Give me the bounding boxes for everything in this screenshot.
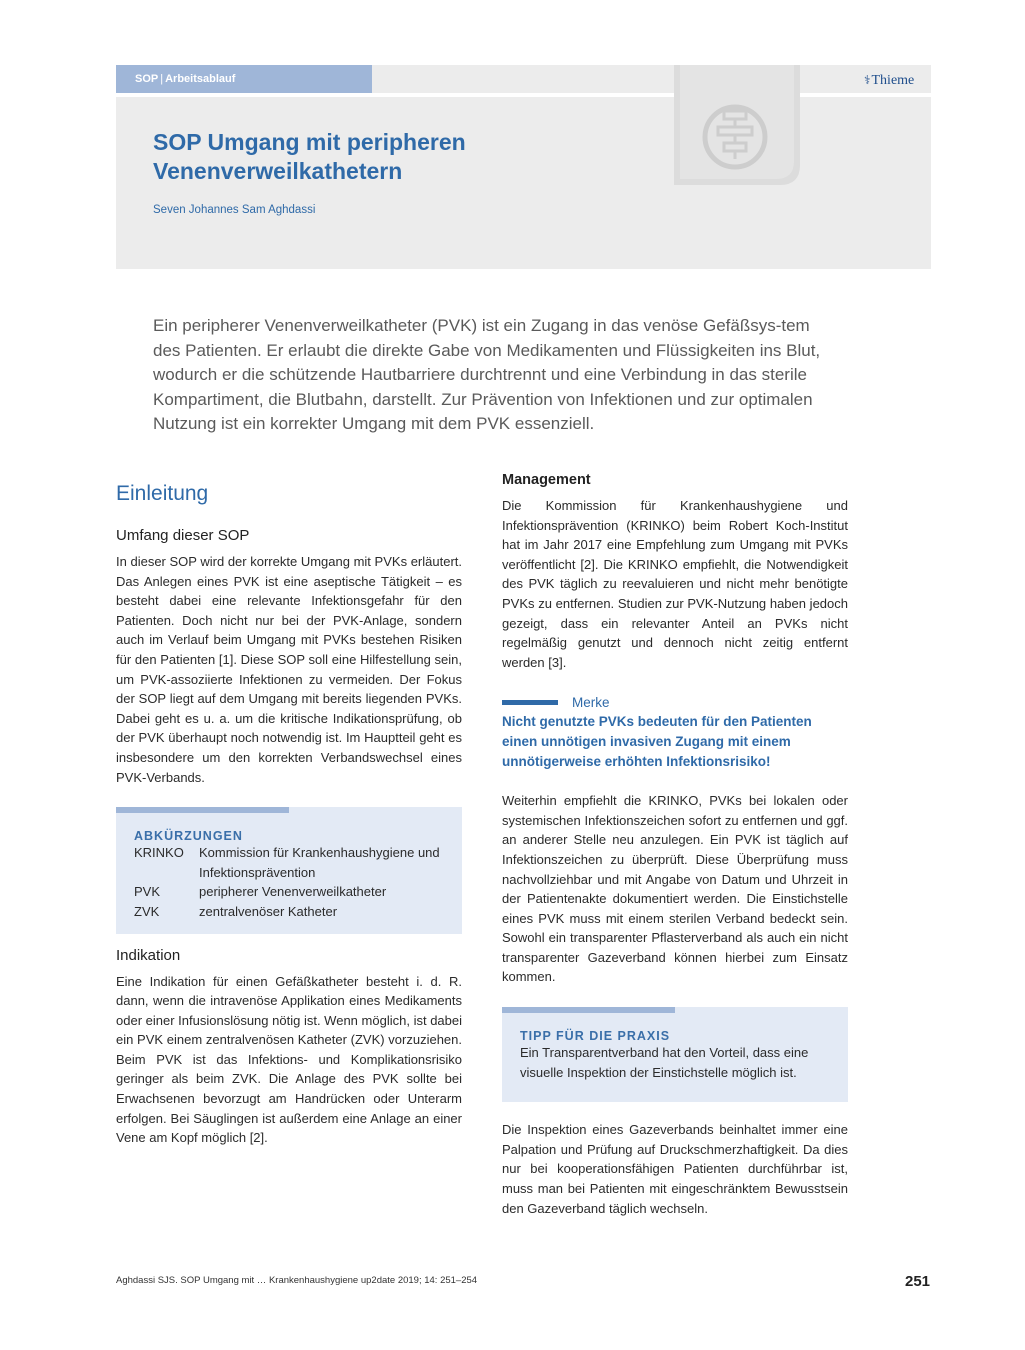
publisher-logo	[864, 73, 914, 89]
box-accent-bar	[502, 1007, 675, 1013]
right-column	[502, 470, 848, 1218]
merke-text: Nicht genutzte PVKs bedeuten für den Patienten einen unnötigen invasiven Zugang mit einem unnötigerweise erhöhten Infektionsrisiko!	[502, 714, 812, 769]
tip-text: Ein Transparentverband hat den Vorteil, dass eine visuelle Inspektion der Einstichstelle möglich ist.	[520, 1045, 809, 1080]
sop-flowchart-icon	[674, 65, 800, 185]
abbreviation-key: KRINKO	[134, 845, 184, 861]
merke-callout	[502, 692, 848, 771]
footer-citation: Aghdassi SJS. SOP Umgang mit … Krankenhaushygiene up2date 2019; 14: 251–254	[116, 1275, 478, 1286]
management-paragraph: Die Kommission für Krankenhaushygiene und Infektionsprävention (KRINKO) beim Robert Koch-Institut hat im Jahr 2017 eine Empfehlung zum Umgang mit PVKs veröffentlicht [2]. Die KRINKO empfiehlt, die Notwendigkeit des PVK täglich zu reevaluieren und nicht mehr benötigte PVKs zu entfernen. Studien zur PVK-Nutzung haben jedoch gezeigt, dass ein relevanter Anteil an PVKs nicht regelmäßig genutzt und dennoch nicht zeitig entfernt werden [3].	[502, 498, 848, 670]
abbreviation-key: PVK	[134, 884, 161, 900]
merke-bar	[502, 700, 558, 705]
abbreviation-key: ZVK	[134, 903, 160, 919]
merke-label: Merke	[572, 694, 610, 710]
abbreviation-value: Kommission für Krankenhaushygiene und Infektionsprävention	[199, 845, 440, 880]
abbreviations-title: ABKÜRZUNGEN	[134, 829, 243, 844]
section-heading-einleitung: Einleitung	[116, 482, 209, 505]
scope-paragraph: In dieser SOP wird der korrekte Umgang mit PVKs erläutert. Das Anlegen eines PVK ist eine aseptische Tätigkeit – es besteht dabei eine relevante Infektionsgefahr für den Patienten. Doch nicht nur bei der PVK-Anlage, sondern auch im Verlauf beim Umgang mit PVKs bestehen Risiken für den Patienten [1]. Diese SOP soll eine Hilfestellung sein, um PVK-assoziierte Infektionen zu vermeiden. Der Fokus der SOP liegt auf dem Umgang mit bereits liegenden PVKs. Dabei geht es u. a. um die kritische Indikationsprüfung, ob der PVK überhaupt noch notwendig ist. Im Hauptteil geht es insbesondere um den korrekten Verbandswechsel eines PVK-Verbands.	[116, 554, 462, 785]
abbreviations-box	[116, 807, 462, 933]
section-tag	[116, 65, 372, 93]
merke-header	[502, 692, 848, 712]
abbreviation-row	[134, 843, 444, 882]
further-paragraph: Weiterhin empfiehlt die KRINKO, PVKs bei lokalen oder systemischen Infektionszeichen sofort zu entfernen und ggf. an anderer Stelle neu anzulegen. Ein PVK ist täglich auf Infektionszeichen zu überprüft. Diese Überprüfung muss nachvollziehbar und mit Angabe von Datum und Uhrzeit in der Patientenakte dokumentiert werden. Die Einstichstelle eines PVK muss mit einem sterilen Verband bedeckt sein. Sowohl ein transparenter Pflasterverband als auch ein nicht transparenter Gazeverband können hierbei zum Einsatz kommen.	[502, 793, 848, 985]
box-accent-bar	[116, 807, 289, 813]
inspection-paragraph: Die Inspektion eines Gazeverbands beinhaltet immer eine Palpation und Prüfung auf Druckschmerzhaftigkeit. Da dies nur bei kooperationsfähigen Patienten durchführbar ist, muss man bei Patienten mit eingeschränktem Bewusstsein den Gazeverband täglich wechseln.	[502, 1122, 848, 1216]
article-abstract: Ein peripherer Venenverweilkatheter (PVK) ist ein Zugang in das venöse Gefäßsys-tem des Patienten. Er erlaubt die direkte Gabe von Medikamenten und Flüssigkeiten ins Blut, wodurch er die schützende Hautbarriere durchtrennt und eine Verbindung in das sterile Kompartiment, die Blutbahn, darstellt. Zur Prävention von Infektionen und zur optimalen Nutzung ist ein korrekter Umgang mit dem PVK essenziell.	[153, 316, 821, 434]
article-title	[153, 128, 466, 186]
tip-box	[502, 1007, 848, 1102]
indication-paragraph: Eine Indikation für einen Gefäßkatheter besteht i. d. R. dann, wenn die intravenöse Applikation eines Medikaments oder einer Infusionslösung nötig ist. Wenn möglich, ist dabei ein PVK einem zentralvenösen Katheter (ZVK) vorzuziehen. Beim PVK ist das Infektions- und Komplikationsrisiko geringer als beim ZVK. Die Anlage des PVK sollte bei Erwachsenen bevorzugt am Handrücken oder Unterarm erfolgen. Bei Säuglingen ist außerdem eine Anlage an einer Vene am Kopf möglich [2].	[116, 973, 462, 1146]
article-title-line-2: Venenverweilkathetern	[153, 158, 403, 184]
subheading-indikation: Indikation	[116, 946, 181, 964]
subheading-management: Management	[502, 472, 591, 488]
abbreviation-row	[134, 902, 444, 922]
page-number: 251	[905, 1273, 931, 1290]
left-column	[116, 470, 462, 1148]
abbreviations-list	[134, 843, 444, 921]
publisher-name: Thieme	[871, 73, 915, 88]
section-separator: |	[160, 73, 164, 85]
section-sub-label: Arbeitsablauf	[165, 73, 236, 85]
thieme-logo-icon: ⚕	[864, 73, 871, 87]
section-label: SOP	[135, 73, 159, 85]
abbreviation-row	[134, 882, 444, 902]
tip-title: TIPP FÜR DIE PRAXIS	[520, 1029, 671, 1044]
abbreviation-value: zentralvenöser Katheter	[199, 903, 338, 919]
article-title-line-1: SOP Umgang mit peripheren	[153, 129, 466, 155]
article-author: Seven Johannes Sam Aghdassi	[153, 204, 316, 216]
abbreviation-value: peripherer Venenverweilkatheter	[199, 884, 387, 900]
subheading-scope: Umfang dieser SOP	[116, 527, 250, 544]
